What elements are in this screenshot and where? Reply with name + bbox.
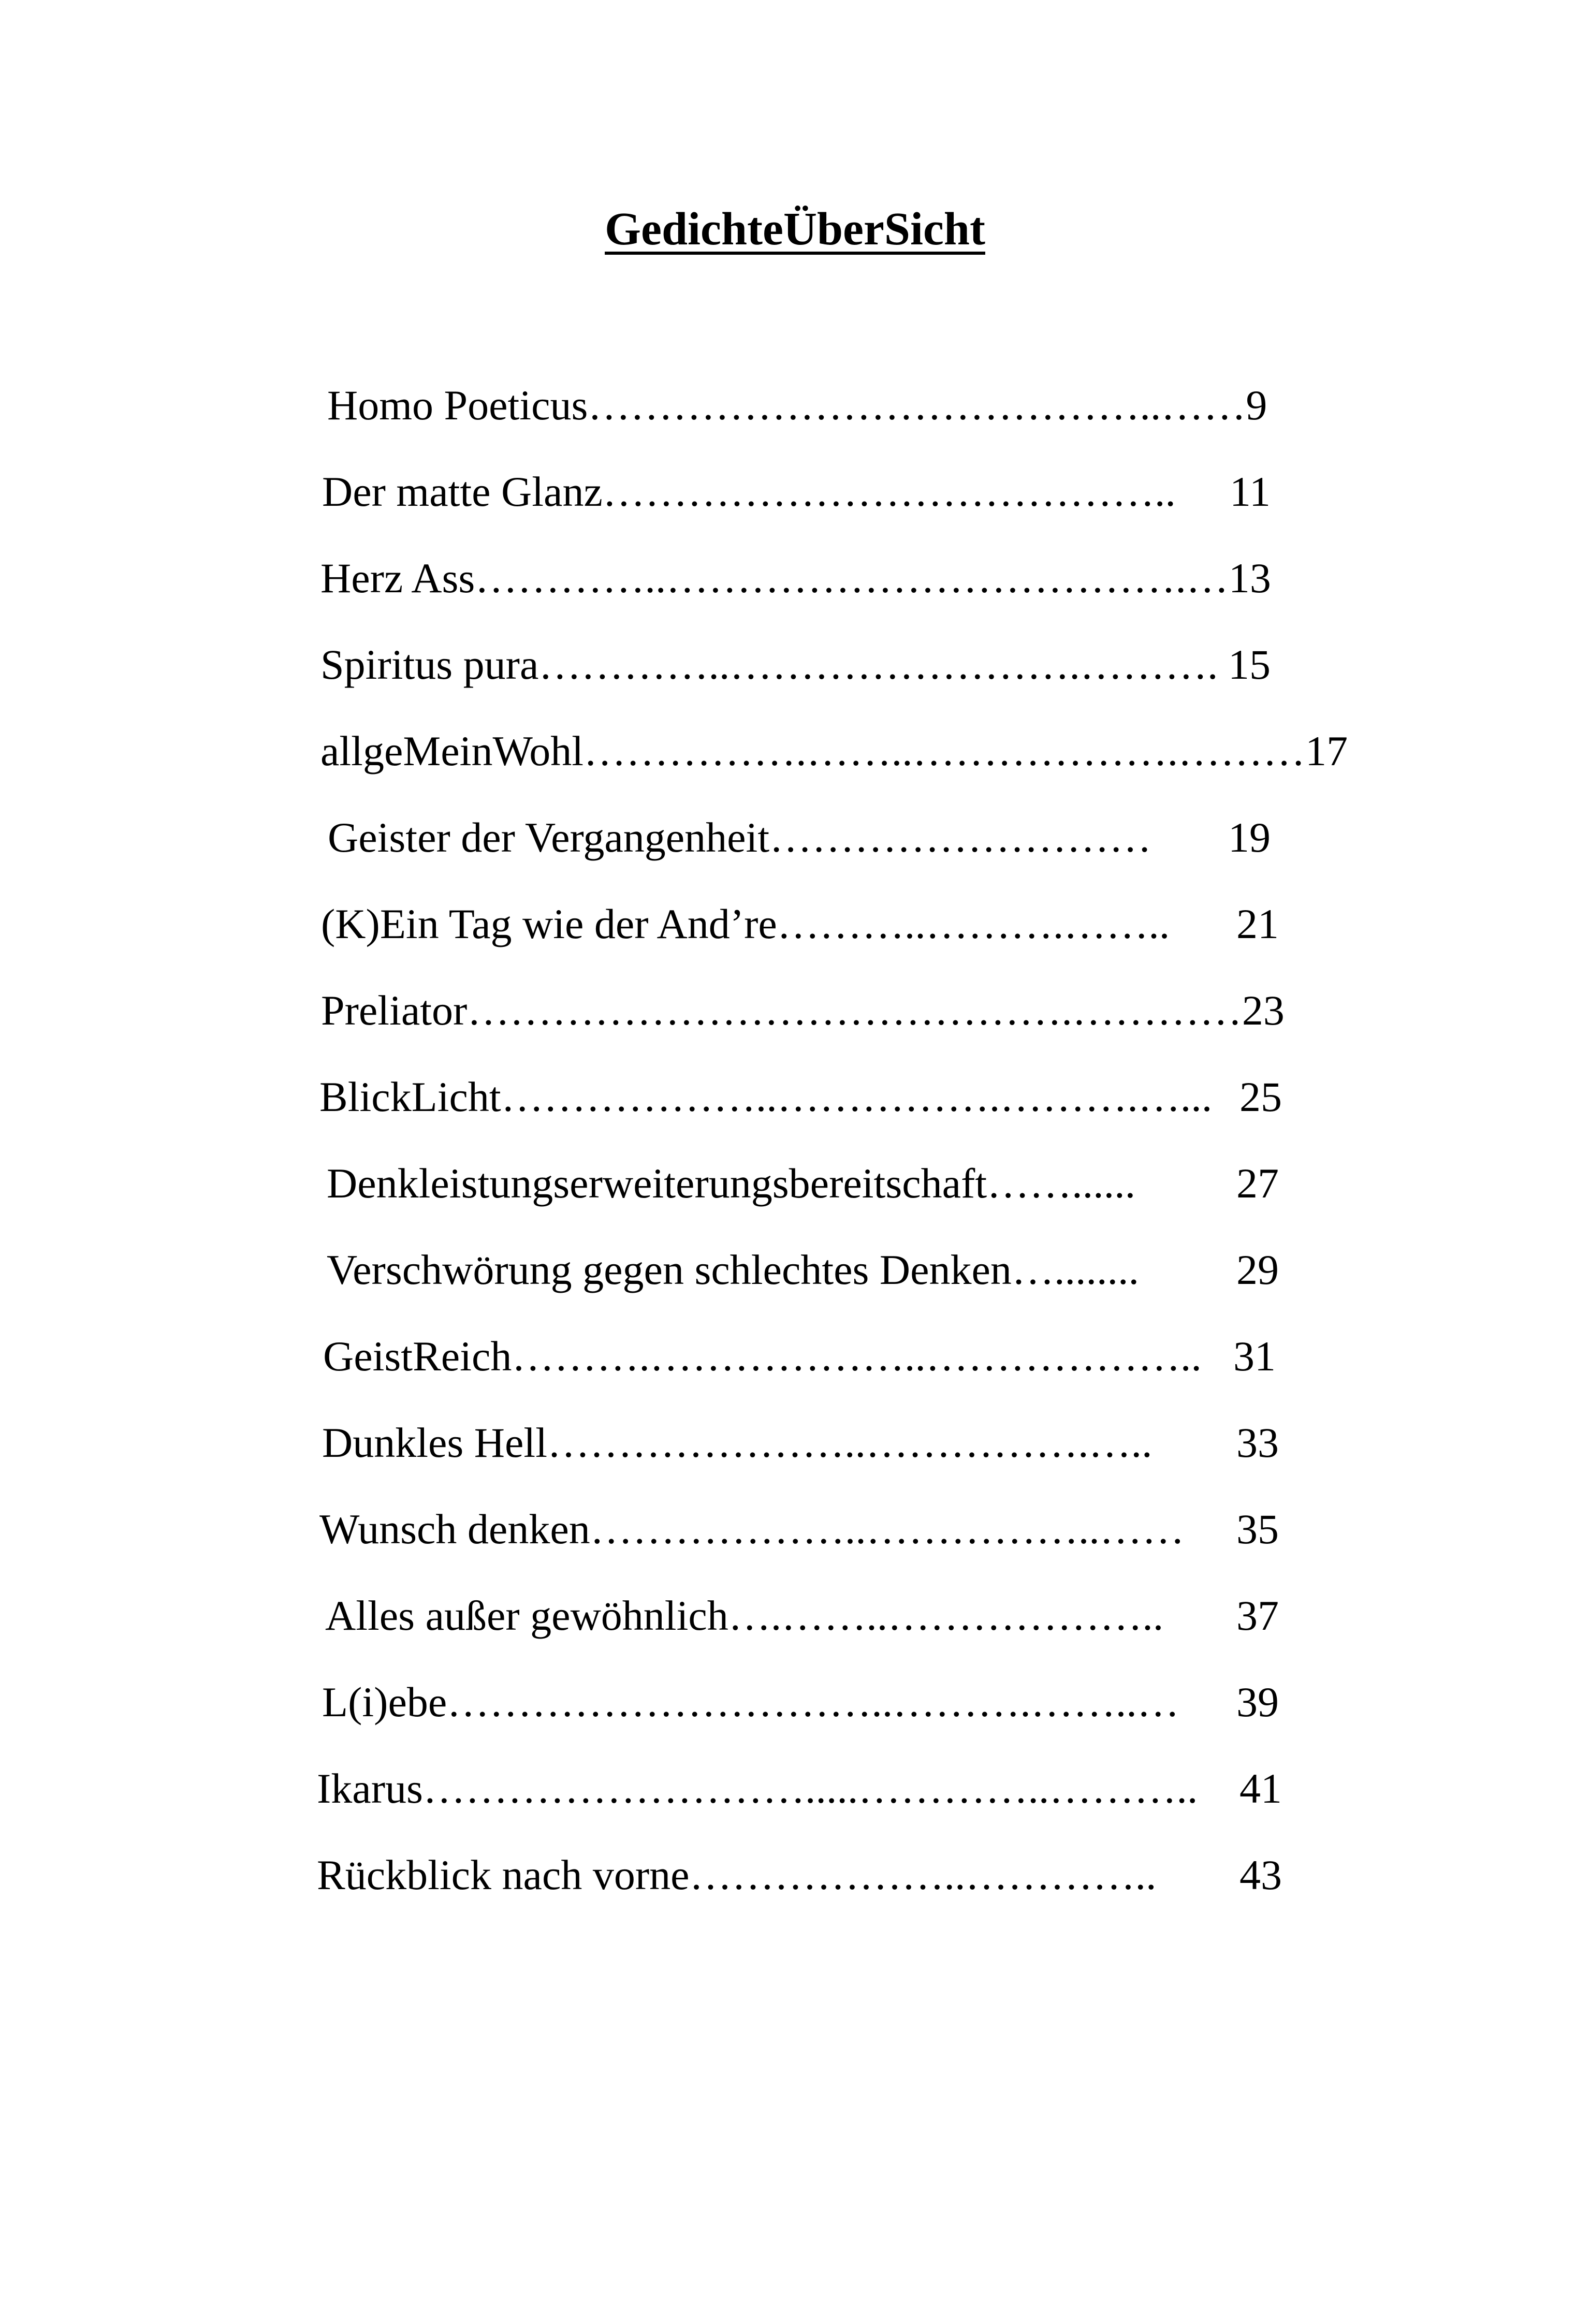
toc-entry-title: Verschwörung gegen schlechtes Denken	[327, 1246, 1012, 1293]
toc-entry-title: (K)Ein Tag wie der And’re	[321, 900, 777, 947]
toc-entry-leader: ………………..…………….……….…...	[501, 1073, 1213, 1120]
toc-entry	[327, 379, 1267, 431]
toc-entry-page: 11	[1230, 468, 1271, 515]
toc-entry	[320, 639, 1271, 691]
toc-entry-title: Spiritus pura	[320, 641, 539, 688]
toc-entry-leader: …………………………………..	[602, 468, 1176, 515]
toc-entry-page: 39	[1236, 1678, 1279, 1726]
toc-entry-title: Wunsch denken	[319, 1506, 590, 1553]
toc-entry	[320, 725, 1348, 777]
toc-entry-leader: …………….……..……………….………	[584, 727, 1306, 774]
toc-entry-title: BlickLicht	[319, 1073, 501, 1120]
toc-entry	[320, 552, 1271, 604]
toc-entry-leader: ………..……….……..	[777, 900, 1170, 947]
toc-entry-page: 35	[1236, 1506, 1279, 1553]
toc-entry-leader: …………………………..……….……..…	[447, 1678, 1179, 1726]
toc-entry	[325, 1590, 1279, 1642]
toc-entry-leader: …........	[1011, 1246, 1139, 1293]
toc-entry-title: Homo Poeticus	[327, 382, 588, 429]
toc-entry-page: 37	[1236, 1592, 1279, 1639]
toc-entry-page: 43	[1239, 1851, 1282, 1898]
toc-entry-title: Rückblick nach vorne	[317, 1851, 690, 1898]
toc-entry-leader: ………………..…………..	[689, 1851, 1157, 1898]
toc-entry-page: 29	[1236, 1246, 1279, 1293]
toc-entry	[321, 898, 1279, 950]
toc-entry-title: Der matte Glanz	[322, 468, 603, 515]
toc-entry-page: 25	[1239, 1073, 1282, 1120]
toc-entry-leader: ………………………	[769, 814, 1152, 861]
toc-entry-title: Ikarus	[317, 1765, 423, 1812]
page-title-text: GedichteÜberSicht	[605, 203, 985, 255]
toc-entry-page: 9	[1246, 382, 1267, 429]
toc-entry-title: Geister der Vergangenheit	[328, 814, 770, 861]
toc-entry	[322, 1676, 1279, 1728]
toc-entry	[323, 1331, 1276, 1382]
toc-entry	[319, 1503, 1279, 1555]
toc-entry	[317, 1849, 1282, 1901]
toc-entry-leader: ……….………………..………………..	[512, 1333, 1202, 1380]
toc-entry-leader: ….……..………………..	[728, 1592, 1164, 1639]
toc-entry-leader: …………..…………………….……….	[538, 641, 1218, 688]
page-title	[0, 201, 1590, 258]
toc-entry-page: 31	[1233, 1333, 1276, 1380]
toc-entry-page: 19	[1228, 814, 1271, 861]
toc-entry-title: L(i)ebe	[322, 1678, 447, 1726]
toc-entry	[322, 466, 1271, 518]
toc-entry-leader: …………………………………..……	[588, 382, 1246, 429]
toc-entry-page: 21	[1236, 900, 1279, 947]
toc-entry-page: 23	[1242, 987, 1285, 1034]
toc-entry-title: Alles außer gewöhnlich	[325, 1592, 728, 1639]
toc-entry-page: 13	[1228, 554, 1271, 602]
toc-entry-title: Dunkles Hell	[322, 1419, 547, 1466]
toc-entry-title: GeistReich	[323, 1333, 512, 1380]
toc-entry-title: allgeMeinWohl	[320, 727, 584, 774]
toc-entry-title: Herz Ass	[320, 554, 475, 602]
toc-entry	[328, 812, 1271, 864]
toc-entry-leader: ……………………….....…………..………..	[422, 1765, 1198, 1812]
toc-entry	[327, 1158, 1279, 1209]
toc-entry	[319, 1071, 1282, 1123]
toc-entry	[322, 1417, 1279, 1469]
toc-entry-page: 41	[1239, 1765, 1282, 1812]
toc-entry-leader: ……......	[987, 1160, 1136, 1207]
toc-entry-leader: …………..……………………………….…	[475, 554, 1229, 602]
toc-entry-leader: ………………..……………..……	[590, 1506, 1185, 1553]
toc-entry	[317, 1763, 1282, 1815]
toc-entry	[327, 1244, 1279, 1296]
toc-entry-leader: …………………..…………….…..	[547, 1419, 1153, 1466]
toc-entry-title: Denkleistungserweiterungsbereitschaft	[327, 1160, 987, 1207]
toc-entry-page: 17	[1305, 727, 1348, 774]
toc-entry-page: 15	[1228, 641, 1271, 688]
toc-entry-leader: …………………………………….…………	[467, 987, 1242, 1034]
toc-entry-page: 33	[1236, 1419, 1279, 1466]
toc-entry	[321, 985, 1285, 1036]
toc-entry-title: Preliator	[321, 987, 468, 1034]
toc-entry-page: 27	[1236, 1160, 1279, 1207]
